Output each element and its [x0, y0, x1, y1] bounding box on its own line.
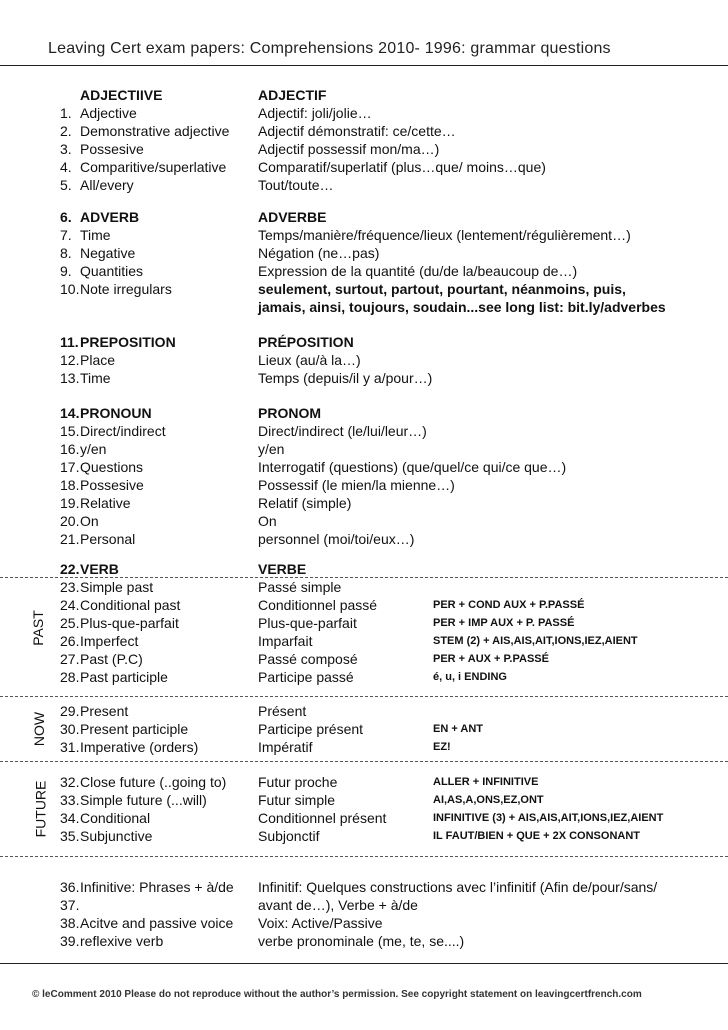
item-number: 26. — [60, 633, 80, 649]
french-term: Possessif (le mien/la mienne…) — [258, 477, 455, 493]
item-number: 13. — [60, 370, 80, 386]
english-label: PRONOUN — [80, 405, 152, 421]
english-label: Past (P.C) — [80, 651, 143, 667]
english-label: y/en — [80, 441, 107, 457]
item-number: 23. — [60, 579, 80, 595]
french-term: y/en — [258, 441, 285, 457]
table-row — [0, 773, 728, 791]
english-term — [60, 458, 143, 476]
table-row — [0, 932, 728, 950]
english-term — [60, 158, 226, 176]
table-row — [0, 578, 728, 596]
english-term — [60, 720, 188, 738]
formation-rule: é, u, i ENDING — [433, 671, 507, 683]
french-term: seulement, surtout, partout, pourtant, néanmoins, puis, — [258, 281, 626, 297]
formation-rule: ALLER + INFINITIVE — [433, 776, 539, 788]
english-label: On — [80, 513, 99, 529]
english-label: Relative — [80, 495, 131, 511]
french-term: Subjonctif — [258, 828, 320, 844]
english-term — [60, 512, 99, 530]
english-term — [60, 176, 134, 194]
french-term: Négation (ne…pas) — [258, 245, 380, 261]
item-number: 10. — [60, 281, 80, 297]
table-row — [0, 458, 728, 476]
item-number: 25. — [60, 615, 80, 631]
item-number: 22. — [60, 561, 80, 577]
section-divider-future — [0, 761, 728, 762]
french-term: Tout/toute… — [258, 177, 334, 193]
french-term: Adjectif possessif mon/ma…) — [258, 141, 440, 157]
french-term: Comparatif/superlatif (plus…que/ moins…que) — [258, 159, 546, 175]
item-number: 31. — [60, 739, 80, 755]
table-row — [0, 650, 728, 668]
table-row — [0, 440, 728, 458]
english-term — [60, 914, 233, 932]
french-term: verbe pronominale (me, te, se....) — [258, 933, 465, 949]
english-term — [60, 244, 135, 262]
item-number: 17. — [60, 459, 80, 475]
french-term: Infinitif: Quelques constructions avec l’infinitif (Afin de/pour/sans/ — [258, 879, 658, 895]
english-term — [60, 896, 80, 914]
item-number: 6. — [60, 209, 72, 225]
english-label: Adjective — [80, 105, 137, 121]
item-number: 9. — [60, 263, 72, 279]
english-term — [60, 809, 150, 827]
english-term — [60, 333, 176, 351]
item-number: 14. — [60, 405, 80, 421]
english-term — [60, 738, 198, 756]
french-term: Interrogatif (questions) (que/quel/ce qui/ce que…) — [258, 459, 567, 475]
french-term: PRÉPOSITION — [258, 334, 354, 350]
table-row — [0, 720, 728, 738]
table-row — [0, 738, 728, 756]
formation-rule: IL FAUT/BIEN + QUE + 2X CONSONANT — [433, 830, 640, 842]
english-label: ADVERB — [80, 209, 140, 225]
table-row — [0, 351, 728, 369]
formation-rule: EN + ANT — [433, 723, 484, 735]
table-row — [0, 702, 728, 720]
english-label: Present — [80, 703, 129, 719]
english-term — [60, 932, 163, 950]
item-number: 34. — [60, 810, 80, 826]
english-label: Simple past — [80, 579, 154, 595]
english-term — [60, 369, 111, 387]
table-row — [0, 404, 728, 422]
english-term — [60, 791, 207, 809]
french-term: Adjectif démonstratif: ce/cette… — [258, 123, 456, 139]
item-number: 18. — [60, 477, 80, 493]
french-term: PRONOM — [258, 405, 321, 421]
english-label: Close future (..going to) — [80, 774, 227, 790]
item-number: 5. — [60, 177, 72, 193]
french-term: Futur proche — [258, 774, 338, 790]
item-number: 11. — [60, 334, 79, 350]
french-term: On — [258, 513, 277, 529]
french-term: ADVERBE — [258, 209, 327, 225]
table-row — [0, 158, 728, 176]
english-term — [60, 122, 229, 140]
english-label: Place — [80, 352, 116, 368]
item-number: 36. — [60, 879, 80, 895]
section-label-now: NOW — [31, 711, 48, 747]
english-term — [60, 668, 168, 686]
english-term — [60, 262, 143, 280]
english-label: PREPOSITION — [80, 334, 176, 350]
english-label: Quantities — [80, 263, 144, 279]
french-term: Expression de la quantité (du/de la/beaucoup de…) — [258, 263, 578, 279]
formation-rule: PER + IMP AUX + P. PASSÉ — [433, 617, 575, 629]
item-number: 29. — [60, 703, 80, 719]
page-header — [0, 36, 728, 66]
english-label: Note irregulars — [80, 281, 172, 297]
french-term: VERBE — [258, 561, 307, 577]
english-label: reflexive verb — [80, 933, 164, 949]
english-label: Comparitive/superlative — [80, 159, 227, 175]
english-term — [60, 351, 115, 369]
table-row — [0, 512, 728, 530]
table-row — [0, 104, 728, 122]
header-divider — [0, 65, 728, 66]
item-number: 19. — [60, 495, 80, 511]
english-term — [60, 208, 139, 226]
english-label: All/every — [80, 177, 134, 193]
table-row — [0, 809, 728, 827]
table-row — [0, 226, 728, 244]
table-row — [0, 122, 728, 140]
english-label: ADJECTIIVE — [80, 87, 163, 103]
item-number: 1. — [60, 105, 72, 121]
french-term: Participe présent — [258, 721, 364, 737]
english-term — [60, 614, 179, 632]
french-term: Temps (depuis/il y a/pour…) — [258, 370, 433, 386]
french-term: Imparfait — [258, 633, 313, 649]
english-label: Personal — [80, 531, 136, 547]
english-label: Present participle — [80, 721, 189, 737]
english-label: Time — [80, 370, 111, 386]
section-label-future: FUTURE — [32, 780, 49, 838]
section-divider-past — [0, 577, 728, 578]
english-label: Imperfect — [80, 633, 139, 649]
english-term — [60, 140, 144, 158]
english-term — [60, 404, 152, 422]
table-row — [0, 791, 728, 809]
english-label: Simple future (...will) — [80, 792, 207, 808]
french-term: Plus-que-parfait — [258, 615, 357, 631]
item-number: 20. — [60, 513, 80, 529]
french-term: Conditionnel présent — [258, 810, 387, 826]
table-row — [0, 86, 728, 104]
table-row — [0, 280, 728, 298]
item-number: 21. — [60, 531, 80, 547]
english-label: Direct/indirect — [80, 423, 166, 439]
english-label: Questions — [80, 459, 144, 475]
table-row — [0, 560, 728, 578]
formation-rule: PER + COND AUX + P.PASSÉ — [433, 599, 585, 611]
english-label: Acitve and passive voice — [80, 915, 234, 931]
english-label: Time — [80, 227, 111, 243]
english-term — [60, 827, 152, 845]
english-label: Infinitive: Phrases + à/de — [80, 879, 234, 895]
french-term: jamais, ainsi, toujours, soudain...see long list: bit.ly/adverbes — [258, 299, 666, 315]
footer — [0, 963, 728, 1024]
item-number: 39. — [60, 933, 80, 949]
english-label: Negative — [80, 245, 136, 261]
english-label: VERB — [80, 561, 119, 577]
english-label: Demonstrative adjective — [80, 123, 230, 139]
item-number: 35. — [60, 828, 80, 844]
item-number: 27. — [60, 651, 80, 667]
english-term — [60, 422, 166, 440]
english-label: Possesive — [80, 477, 144, 493]
table-row — [0, 896, 728, 914]
table-row — [0, 244, 728, 262]
english-term — [60, 226, 111, 244]
table-row — [0, 476, 728, 494]
item-number: 7. — [60, 227, 72, 243]
item-number: 4. — [60, 159, 72, 175]
copyright-notice: © leComment 2010 Please do not reproduce without the author’s permission. See copyright statement on leavingcertfrench.com — [32, 989, 642, 1000]
formation-rule: AI,AS,A,ONS,EZ,ONT — [433, 794, 544, 806]
formation-rule: PER + AUX + P.PASSÉ — [433, 653, 549, 665]
english-term — [60, 560, 119, 578]
item-number: 15. — [60, 423, 80, 439]
french-term: Relatif (simple) — [258, 495, 352, 511]
english-term — [60, 104, 137, 122]
french-term: avant de…), Verbe + à/de — [258, 897, 418, 913]
item-number: 32. — [60, 774, 80, 790]
english-term — [60, 86, 162, 104]
item-number: 37. — [60, 897, 80, 913]
english-term — [60, 702, 128, 720]
french-term: ADJECTIF — [258, 87, 327, 103]
item-number: 24. — [60, 597, 80, 613]
english-term — [60, 530, 135, 548]
english-label: Conditional past — [80, 597, 181, 613]
section-divider-end — [0, 856, 728, 857]
french-term: personnel (moi/toi/eux…) — [258, 531, 415, 547]
table-row — [0, 668, 728, 686]
french-term: Participe passé — [258, 669, 354, 685]
section-label-past: PAST — [29, 610, 46, 646]
english-label: Possesive — [80, 141, 144, 157]
english-label: Conditional — [80, 810, 151, 826]
item-number: 2. — [60, 123, 72, 139]
french-term: Direct/indirect (le/lui/leur…) — [258, 423, 427, 439]
english-term — [60, 878, 234, 896]
english-term — [60, 298, 80, 316]
french-term: Futur simple — [258, 792, 336, 808]
english-term — [60, 650, 143, 668]
english-label: Plus-que-parfait — [80, 615, 179, 631]
table-row — [0, 422, 728, 440]
table-row — [0, 298, 728, 316]
table-row — [0, 208, 728, 226]
french-term: Passé simple — [258, 579, 342, 595]
item-number: 30. — [60, 721, 80, 737]
english-term — [60, 632, 138, 650]
item-number: 8. — [60, 245, 72, 261]
item-number: 12. — [60, 352, 80, 368]
table-row — [0, 878, 728, 896]
table-row — [0, 596, 728, 614]
english-label: Imperative (orders) — [80, 739, 199, 755]
english-label: Subjunctive — [80, 828, 153, 844]
french-term: Temps/manière/fréquence/lieux (lentement/régulièrement…) — [258, 227, 631, 243]
english-term — [60, 494, 131, 512]
english-term — [60, 280, 172, 298]
french-term: Adjectif: joli/jolie… — [258, 105, 372, 121]
item-number: 16. — [60, 441, 80, 457]
french-term: Lieux (au/à la…) — [258, 352, 361, 368]
formation-rule: INFINITIVE (3) + AIS,AIS,AIT,IONS,IEZ,AIENT — [433, 812, 664, 824]
french-term: Voix: Active/Passive — [258, 915, 383, 931]
table-row — [0, 530, 728, 548]
formation-rule: EZ! — [433, 741, 451, 753]
french-term: Impératif — [258, 739, 313, 755]
section-divider-now — [0, 696, 728, 697]
english-label: Past participle — [80, 669, 168, 685]
table-row — [0, 614, 728, 632]
table-row — [0, 914, 728, 932]
table-row — [0, 262, 728, 280]
french-term: Conditionnel passé — [258, 597, 378, 613]
english-term — [60, 578, 153, 596]
french-term: Présent — [258, 703, 307, 719]
english-term — [60, 773, 226, 791]
table-row — [0, 369, 728, 387]
item-number: 33. — [60, 792, 80, 808]
page-title: Leaving Cert exam papers: Comprehensions 2010- 1996: grammar questions — [48, 40, 611, 57]
english-term — [60, 596, 180, 614]
item-number: 38. — [60, 915, 80, 931]
item-number: 28. — [60, 669, 80, 685]
table-row — [0, 140, 728, 158]
item-number: 3. — [60, 141, 72, 157]
english-term — [60, 476, 144, 494]
formation-rule: STEM (2) + AIS,AIS,AIT,IONS,IEZ,AIENT — [433, 635, 638, 647]
table-row — [0, 494, 728, 512]
table-row — [0, 176, 728, 194]
english-term — [60, 440, 106, 458]
table-row — [0, 632, 728, 650]
french-term: Passé composé — [258, 651, 358, 667]
table-row — [0, 333, 728, 351]
table-row — [0, 827, 728, 845]
